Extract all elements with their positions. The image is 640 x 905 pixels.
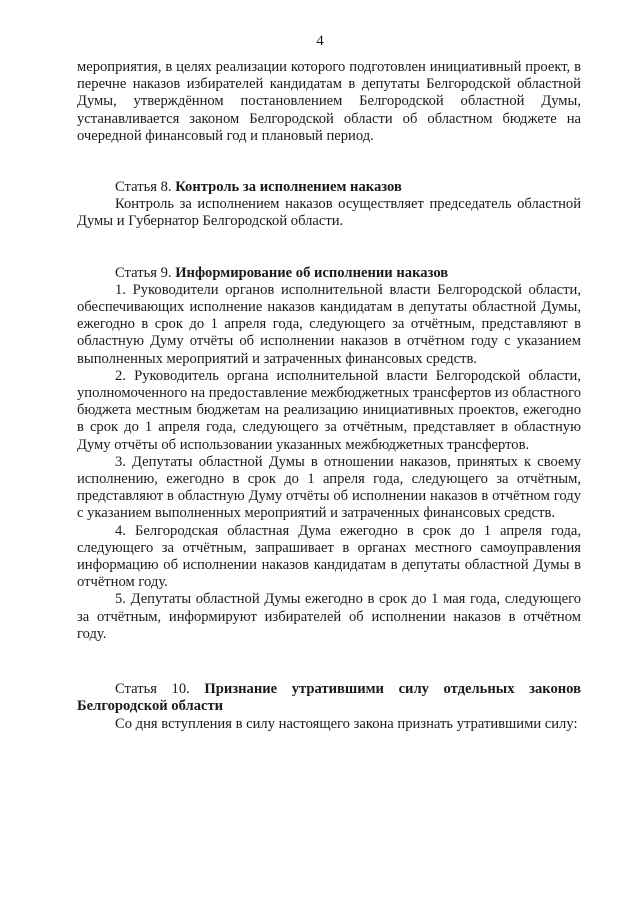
article-9-paragraph-3: 3. Депутаты областной Думы в отношении наказов, принятых к своему исполнению, ежегодно в срок до 1 апреля года, следующего за отчётным, представляют в областную Думу отчёты об исполнении наказов в отчётном году с указанием выполненных мероприятий и затраченных финансовых средств.	[77, 453, 581, 522]
page-number: 4	[316, 33, 324, 49]
article-10-title: Признание утратившими силу отдельных законов Белгородской области	[77, 681, 581, 715]
article-8-paragraph: Контроль за исполнением наказов осуществляет председатель областной Думы и Губернатор Белгородской области.	[77, 196, 581, 230]
article-10-label: Статья 10.	[115, 681, 190, 698]
article-8-title: Контроль за исполнением наказов	[175, 179, 402, 196]
article-8-heading	[77, 179, 581, 196]
article-10-paragraph: Со дня вступления в силу настоящего закона признать утратившими силу:	[115, 715, 578, 732]
article-9-heading	[77, 265, 581, 282]
continuation-paragraph: мероприятия, в целях реализации которого подготовлен инициативный проект, в перечне наказов избирателей кандидатам в депутаты Белгородской областной Думы, утверждённом постановлением Белгородской областной Думы, устанавливается законом Белгородской области об областном бюджете на очередной финансовый год и плановый период.	[77, 59, 581, 144]
article-9-paragraph-1: 1. Руководители органов исполнительной власти Белгородской области, обеспечивающих исполнение наказов кандидатам в депутаты областной Думы, ежегодно в срок до 1 апреля года, следующего за отчётным, представляют в областную Думу отчёты об исполнении наказов в отчётном году с указанием выполненных мероприятий и затраченных финансовых средств.	[77, 281, 581, 367]
article-9-paragraph-2: 2. Руководитель органа исполнительной власти Белгородской области, уполномоченного на предоставление межбюджетных трансфертов из областного бюджета местным бюджетам на реализацию инициативных проектов, ежегодно в срок до 1 апреля года, следующего за отчётным, представляет в областную Думу отчёты об использовании указанных межбюджетных трансфертов.	[77, 367, 581, 453]
document-body	[77, 59, 581, 733]
article-8-label: Статья 8.	[115, 179, 172, 196]
article-9-label: Статья 9.	[115, 264, 172, 281]
article-9-title: Информирование об исполнении наказов	[175, 264, 449, 281]
article-10-heading	[77, 681, 581, 715]
article-9-paragraph-5: 5. Депутаты областной Думы ежегодно в срок до 1 мая года, следующего за отчётным, информируют избирателей об исполнении наказов в отчётном году.	[77, 591, 581, 642]
article-9-paragraph-4: 4. Белгородская областная Дума ежегодно в срок до 1 апреля года, следующего за отчётным, запрашивает в органах местного самоуправления информацию об исполнении наказов кандидатам в депутаты областной Думы в отчётном году.	[77, 522, 581, 591]
